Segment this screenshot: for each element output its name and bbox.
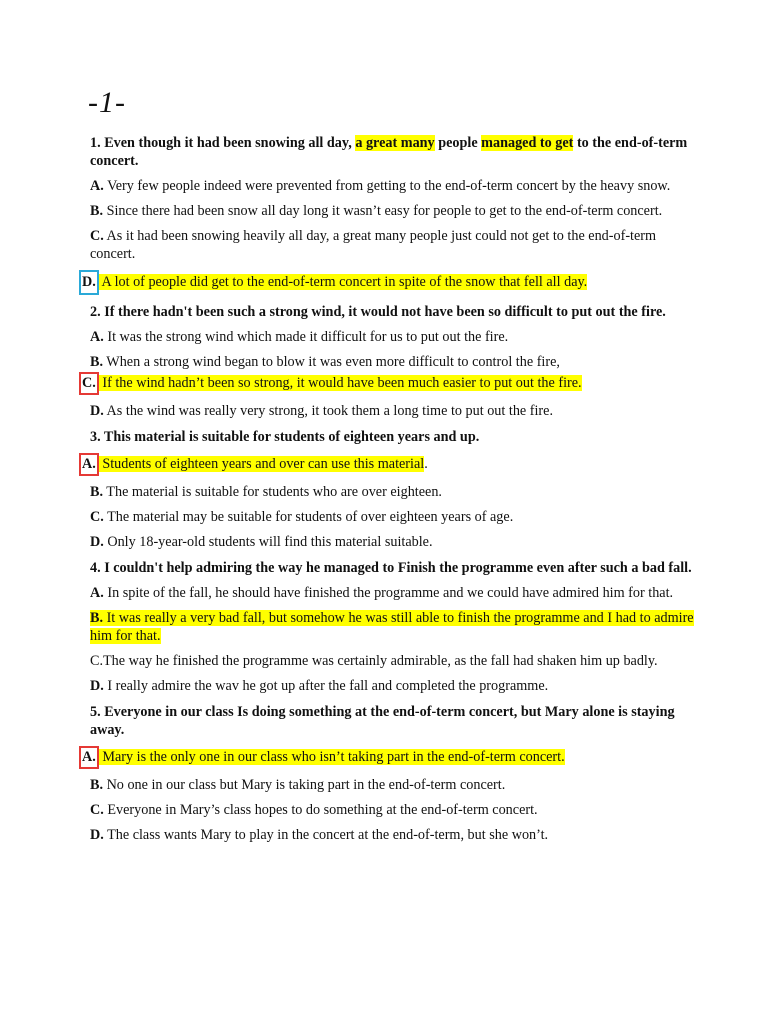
q3-option-a: A. Students of eighteen years and over can use this material. [90,453,700,476]
correct-answer-highlight: Students of eighteen years and over can use this material [98,456,425,472]
correct-answer-highlight: If the wind hadn’t been so strong, it would have been much easier to put out the fire. [98,375,582,391]
highlight-phrase: managed to get [481,135,574,151]
q4-option-c: C.The way he finished the programme was certainly admirable, as the fall had shaken him up badly. [90,653,658,669]
q5-option-c: C. Everyone in Mary’s class hopes to do something at the end-of-term concert. [90,802,538,818]
q2-option-c [82,372,700,395]
answer-marker-box: C. [79,372,99,395]
q3-option-d: D. Only 18-year-old students will find this material suitable. [90,534,433,550]
questions-list [82,134,700,844]
page-number: -1- [88,86,126,119]
correct-answer-highlight: A lot of people did get to the end-of-term concert in spite of the snow that fell all day. [98,274,588,290]
q5-option-d: D. The class wants Mary to play in the concert at the end-of-term, but she won’t. [90,827,549,843]
q3-option-c: C. The material may be suitable for students of over eighteen years of age. [90,509,514,525]
q4-option-a: A. In spite of the fall, he should have finished the programme and we could have admired him for that. [90,585,674,601]
q1-option-c: C. As it had been snowing heavily all day, a great many people just could not get to the end-of-term concert. [90,228,657,262]
q1-option-b: B. Since there had been snow all day long it wasn’t easy for people to get to the end-of-term concert. [90,203,663,219]
answer-marker-box: A. [79,453,99,476]
q5-option-a [82,746,700,769]
correct-answer-highlight: It was really a very bad fall, but somehow he was still able to finish the programme and I had to admire him for that. [90,610,694,644]
q4-option-b: B. It was really a very bad fall, but somehow he was still able to finish the programme and I had to admire him for that. [90,610,694,644]
q5-option-b: B. No one in our class but Mary is taking part in the end-of-term concert. [90,777,506,793]
question-4-stem: 4. I couldn't help admiring the way he managed to Finish the programme even after such a bad fall. [90,560,692,576]
q1-option-d [82,270,700,295]
correct-answer-highlight: Mary is the only one in our class who isn’t taking part in the end-of-term concert. [98,749,565,765]
q3-option-b: B. The material is suitable for students who are over eighteen. [90,484,442,500]
question-2-stem: 2. If there hadn't been such a strong wind, it would not have been so difficult to put out the fire. [90,304,666,320]
q2-option-a: A. It was the strong wind which made it difficult for us to put out the fire. [90,329,509,345]
q2-option-b: B. When a strong wind began to blow it was even more difficult to control the fire, [90,354,560,370]
q4-option-d: D. I really admire the wav he got up after the fall and completed the programme. [90,678,549,694]
q2-option-d: D. As the wind was really very strong, it took them a long time to put out the fire. [90,403,553,419]
question-3-stem: 3. This material is suitable for students of eighteen years and up. [90,429,480,445]
question-5-stem: 5. Everyone in our class Is doing something at the end-of-term concert, but Mary alone is staying away. [90,704,675,738]
q1-option-a: A. Very few people indeed were prevented from getting to the end-of-term concert by the heavy snow. [90,178,671,194]
highlight-phrase: a great many [355,135,435,151]
answer-marker-box: D. [79,270,99,295]
answer-marker-box: A. [79,746,99,769]
question-1-stem: 1. Even though it had been snowing all day, a great many people managed to get to the end-of-term concert. [90,135,688,169]
